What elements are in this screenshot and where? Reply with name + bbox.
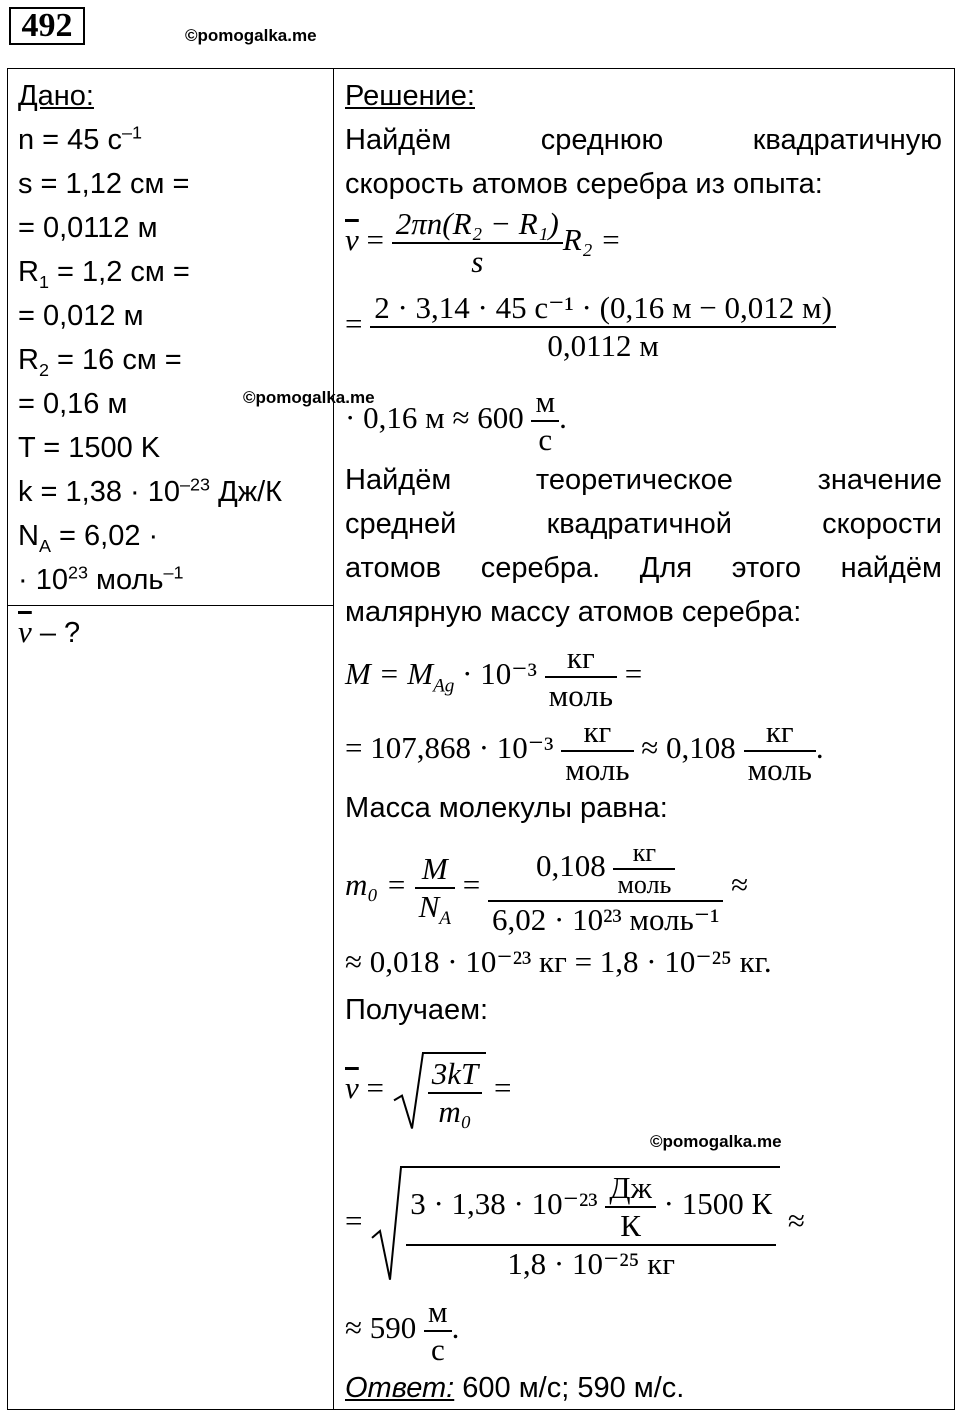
- f9-num-unit-num: Дж: [609, 1170, 652, 1205]
- f3-frac: [531, 384, 559, 458]
- f9-num-a: 3 · 1,38 · 10⁻²³: [410, 1186, 606, 1222]
- f8-den: m₀: [428, 1092, 483, 1130]
- f2-eq: =: [345, 306, 371, 342]
- f10-num: м: [428, 1294, 448, 1329]
- na-rest: = 6,02 ·: [50, 520, 159, 552]
- f3-text: · 0,16 м ≈ 600: [345, 400, 532, 436]
- given-s-1: s = 1,12 см =: [18, 168, 190, 200]
- f3-end: .: [559, 400, 567, 436]
- f1-tail: R₂ =: [562, 222, 622, 258]
- f5-frac-1: [561, 714, 633, 788]
- f10-text: ≈ 590: [345, 1310, 425, 1346]
- solution-p2b: средней квадратичной скорости: [345, 508, 942, 540]
- f1-frac: [392, 206, 563, 280]
- f6-num2-unit: [613, 838, 675, 900]
- solution-p4: Получаем:: [345, 994, 489, 1026]
- formula-7: ≈ 0,018 · 10⁻²³ кг = 1,8 · 10⁻²⁵ кг.: [345, 944, 772, 979]
- f4-num: кг: [566, 640, 595, 675]
- watermark-mid: ©pomogalka.me: [243, 388, 375, 407]
- formula-8: [345, 1052, 511, 1130]
- f6-lhs: m₀ =: [345, 867, 415, 903]
- formula-4: [345, 640, 642, 714]
- problem-number: 492: [9, 7, 85, 45]
- radical-icon: [392, 1052, 424, 1130]
- na2-unit-exp: –1: [163, 562, 184, 583]
- answer-label: Ответ:: [345, 1372, 455, 1404]
- r1-sub: 1: [38, 271, 49, 292]
- k-base: k = 1,38 · 10: [18, 476, 181, 508]
- f2-num: 2 · 3,14 · 45 с⁻¹ · (0,16 м − 0,012 м): [374, 290, 832, 325]
- given-n-text: n = 45 с: [18, 124, 122, 156]
- f1-eq: =: [358, 222, 392, 258]
- k-unit: Дж/К: [210, 476, 283, 508]
- find-block: [18, 610, 80, 655]
- f6-num1: M: [421, 851, 448, 886]
- solution-heading: Решение:: [345, 80, 475, 112]
- f1-num: 2πn(R₂ − R₁): [395, 206, 559, 241]
- f4-mid: · 10⁻³: [454, 656, 545, 692]
- solution-p2: Найдём теоретическое значение: [345, 464, 942, 496]
- formula-6: [345, 838, 748, 938]
- f9-tail: ≈: [780, 1203, 805, 1239]
- f10-den: с: [424, 1330, 452, 1368]
- formula-5: [345, 714, 824, 788]
- given-n: [18, 118, 282, 162]
- formula-1: [345, 206, 621, 280]
- f5-den2: моль: [744, 750, 816, 788]
- solution-p1b: скорость атомов серебра из опыта:: [345, 168, 823, 200]
- f6-num2: [488, 838, 723, 900]
- given-heading: Дано:: [18, 80, 94, 112]
- f5-num: кг: [583, 714, 612, 749]
- f9-frac: [406, 1170, 776, 1282]
- f6-den2: 6,02 · 10²³ моль⁻¹: [488, 900, 723, 938]
- f5-mid: ≈ 0,108: [633, 730, 744, 766]
- f3-num: м: [535, 384, 556, 419]
- f9-den: 1,8 · 10⁻²⁵ кг: [406, 1244, 776, 1282]
- r1-symbol: R: [18, 256, 39, 288]
- f9-num: [406, 1170, 776, 1244]
- f9-sqrt: [370, 1166, 780, 1282]
- f4-lhs: M = M: [345, 656, 434, 692]
- na2-exp: 23: [67, 562, 88, 583]
- formula-3: [345, 384, 567, 458]
- column-divider: [333, 68, 334, 1410]
- f5-num2: кг: [765, 714, 794, 749]
- f9-num-unit-den: К: [605, 1206, 656, 1244]
- f6-frac-1: [415, 851, 455, 930]
- f10-end: .: [451, 1310, 460, 1346]
- f4-tail: =: [616, 656, 643, 692]
- f6-den1-sub: A: [439, 908, 452, 930]
- given-n-exp: –1: [122, 122, 142, 143]
- solution-p2c: атомов серебра. Для этого найдём: [345, 552, 942, 584]
- given-r1-2: = 0,012 м: [18, 300, 144, 332]
- formula-2: [345, 290, 836, 364]
- r2-sub: 2: [38, 359, 49, 380]
- f6-frac-2: [488, 838, 723, 938]
- given-r1-1: [18, 250, 282, 294]
- f8-tail: =: [486, 1070, 512, 1106]
- solution-p3: Масса молекулы равна:: [345, 792, 668, 824]
- f4-den: моль: [545, 676, 617, 714]
- f5-den: моль: [561, 750, 633, 788]
- f9-num-unit: [605, 1170, 656, 1244]
- f9-eq: =: [345, 1203, 371, 1239]
- find-v: $\overline{v}$: [18, 614, 32, 649]
- f8-num: 3kT: [431, 1056, 479, 1091]
- na-symbol: N: [18, 520, 39, 552]
- r2-symbol: R: [18, 344, 39, 376]
- f2-frac: [370, 290, 836, 364]
- f1-v: $\overline{v}$: [345, 222, 359, 258]
- solution-p1: Найдём среднюю квадратичную: [345, 124, 942, 156]
- watermark-top: ©pomogalka.me: [185, 26, 317, 45]
- formula-9: [345, 1166, 805, 1282]
- f6-num2-unit-den: моль: [613, 868, 675, 900]
- f6-den1: [415, 887, 455, 930]
- r2-rest: = 16 см =: [48, 344, 182, 376]
- watermark-bottom: ©pomogalka.me: [650, 1132, 782, 1151]
- f9-num-b: · 1500 К: [655, 1186, 773, 1222]
- f5-lhs: = 107,868 · 10⁻³: [345, 730, 562, 766]
- given-t: T = 1500 K: [18, 432, 161, 464]
- f8-frac: [428, 1056, 483, 1130]
- f5-frac-2: [744, 714, 816, 788]
- r1-rest: = 1,2 см =: [48, 256, 190, 288]
- f8-sqrt: [392, 1052, 487, 1130]
- na-sub: A: [38, 535, 51, 556]
- given-k: [18, 470, 282, 514]
- na2-base: · 10: [18, 564, 68, 596]
- f3-den: с: [531, 420, 559, 458]
- f6-num2a: 0,108: [535, 848, 614, 884]
- na2-unit: моль: [87, 564, 164, 596]
- given-block: [18, 74, 282, 602]
- f4-frac: [545, 640, 617, 714]
- k-exp: –23: [180, 474, 211, 495]
- solution-p2d: малярную массу атомов серебра:: [345, 596, 802, 628]
- f2-den: 0,0112 м: [370, 326, 836, 364]
- f6-num2-unit-num: кг: [632, 838, 657, 867]
- f10-frac: [424, 1294, 452, 1368]
- f8-v: $\overline{v}$: [345, 1070, 359, 1106]
- answer-line: [345, 1366, 942, 1410]
- f6-den1-n: N: [418, 889, 440, 924]
- given-na-1: [18, 514, 282, 558]
- given-s-2: = 0,0112 м: [18, 212, 158, 244]
- answer-text: 600 м/с; 590 м/с.: [454, 1372, 685, 1404]
- f8-eq: =: [358, 1070, 392, 1106]
- given-r2-2: = 0,16 м: [18, 388, 128, 420]
- f6-tail: ≈: [723, 867, 749, 903]
- given-na-2: [18, 558, 282, 602]
- given-divider: [7, 605, 333, 606]
- f1-den: s: [392, 242, 563, 280]
- f6-eq: =: [455, 867, 488, 903]
- f5-end: .: [815, 730, 824, 766]
- given-r2-1: [18, 338, 282, 382]
- f4-sub: Ag: [433, 675, 455, 697]
- radical-icon-2: [370, 1166, 402, 1282]
- find-rest: – ?: [31, 617, 81, 649]
- formula-10: [345, 1294, 459, 1368]
